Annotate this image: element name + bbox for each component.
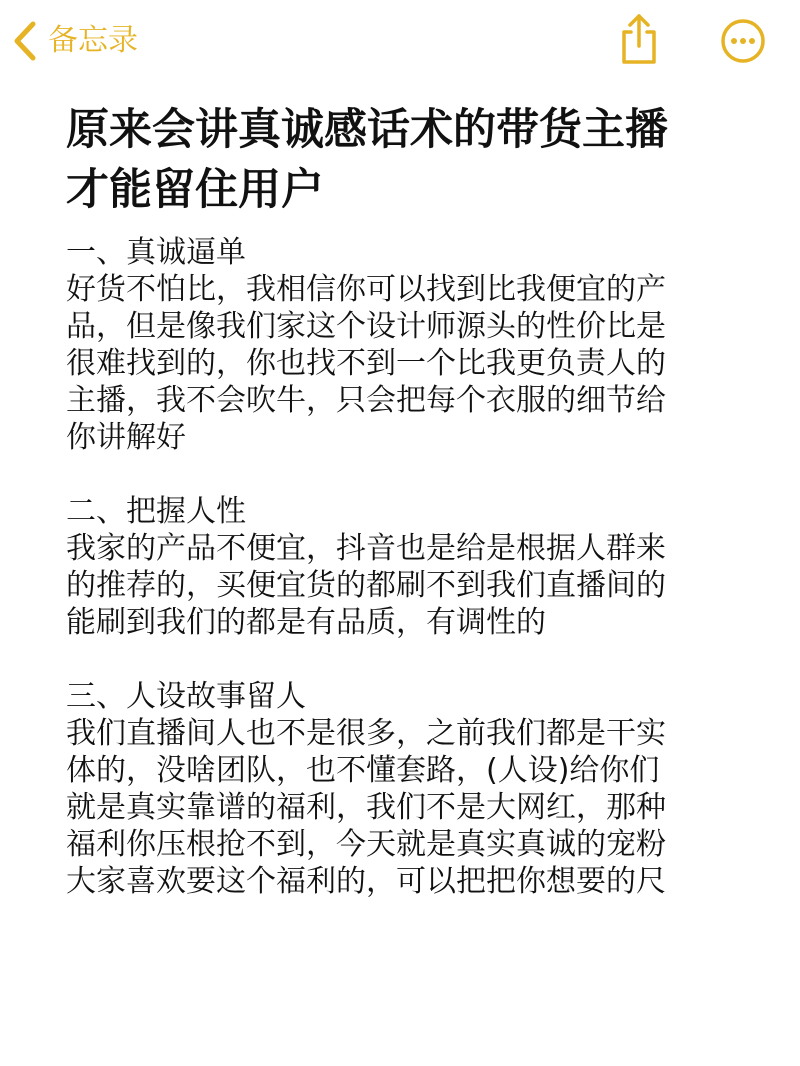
note-section-2 xyxy=(66,493,756,641)
navigation-bar xyxy=(0,0,800,84)
note-body[interactable] xyxy=(66,100,756,900)
note-section-3 xyxy=(66,678,756,900)
paragraph-line: 你讲解好 xyxy=(66,420,186,455)
note-title-line: 才能留住用户 xyxy=(66,165,324,215)
paragraph-line: 品，但是像我们家这个设计师源头的性价比是 xyxy=(66,309,666,344)
paragraph-line: 很难找到的，你也找不到一个比我更负责人的 xyxy=(66,346,666,381)
section-heading: 一、真诚逼单 xyxy=(66,235,246,270)
paragraph-line: 好货不怕比，我相信你可以找到比我便宜的产 xyxy=(66,272,666,307)
note-title-line: 原来会讲真诚感话术的带货主播 xyxy=(66,105,668,155)
blank-line xyxy=(66,641,756,678)
more-icon xyxy=(720,49,766,68)
section-heading: 二、把握人性 xyxy=(66,494,246,529)
paragraph-line: 我们直播间人也不是很多，之前我们都是干实 xyxy=(66,716,666,751)
more-button[interactable] xyxy=(720,18,766,64)
paragraph-line: 就是真实靠谱的福利，我们不是大网红，那种 xyxy=(66,790,666,825)
share-button[interactable] xyxy=(616,12,662,66)
paragraph-line: 体的，没啥团队，也不懂套路，(人设)给你们 xyxy=(66,753,660,788)
paragraph-line: 主播，我不会吹牛，只会把每个衣服的细节给 xyxy=(66,383,666,418)
paragraph-line: 能刷到我们的都是有品质，有调性的 xyxy=(66,605,546,640)
blank-line xyxy=(66,456,756,493)
note-section-1 xyxy=(66,234,756,456)
paragraph-line: 的推荐的，买便宜货的都刷不到我们直播间的 xyxy=(66,568,666,603)
back-button[interactable] xyxy=(12,18,138,64)
paragraph-line: 福利你压根抢不到，今天就是真实真诚的宠粉 xyxy=(66,827,666,862)
note-title xyxy=(66,100,756,220)
paragraph-line: 我家的产品不便宜，抖音也是给是根据人群来 xyxy=(66,531,666,566)
chevron-left-icon xyxy=(12,20,38,62)
back-label: 备忘录 xyxy=(48,23,138,58)
section-heading: 三、人设故事留人 xyxy=(66,679,306,714)
share-icon xyxy=(616,51,662,70)
paragraph-line: 大家喜欢要这个福利的，可以把把你想要的尺 xyxy=(66,864,666,899)
